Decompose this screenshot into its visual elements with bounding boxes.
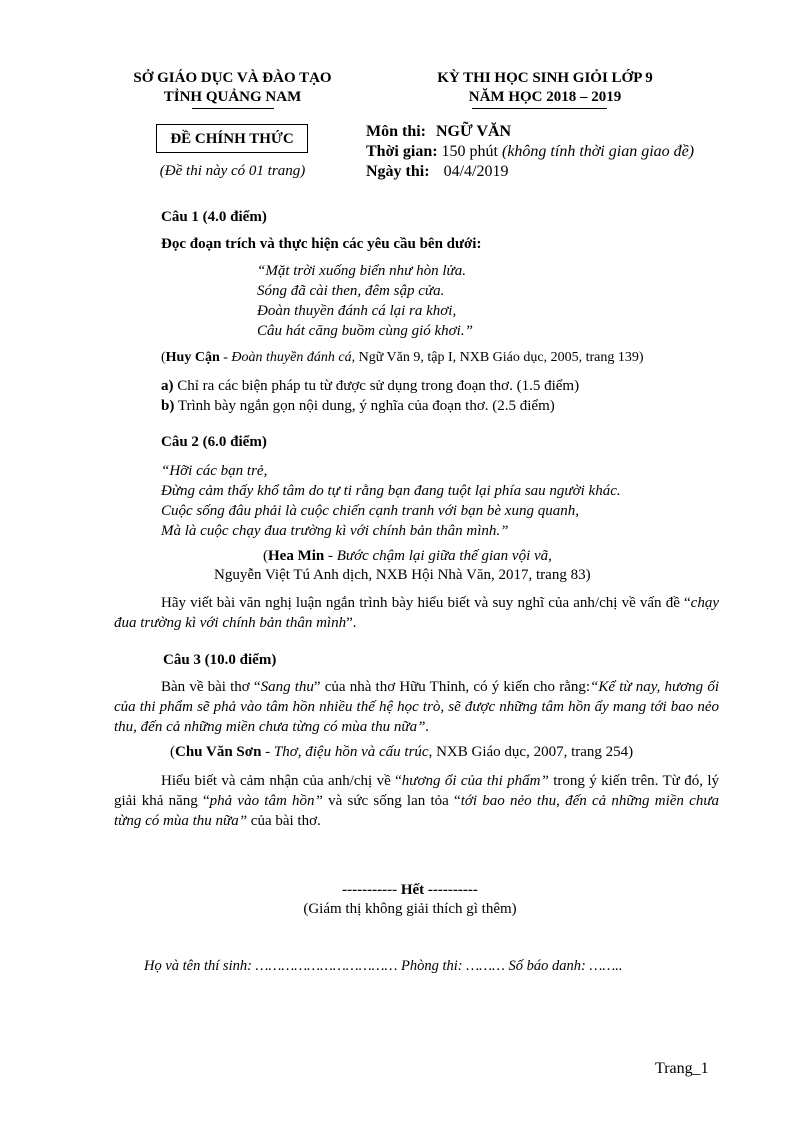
q1-part-b-label: b) (161, 398, 175, 414)
q3-intro (114, 677, 719, 737)
q1-part-b-text: Trình bày ngắn gọn nội dung, ý nghĩa của đoạn thơ. (2.5 điểm) (174, 398, 555, 414)
q1-title: Câu 1 (4.0 điểm) (161, 209, 267, 225)
q2-task-quote: chạy đua trường kì với chính bản thân mình (114, 595, 719, 631)
date-label: Ngày thi: (366, 163, 430, 180)
q3-task-part: Hiểu biết và cảm nhận của anh/chị về “ (161, 773, 402, 789)
q3-task-part: của bài thơ. (247, 813, 321, 829)
src-paren: ( (263, 548, 268, 564)
q2-task-pre: Hãy viết bài văn nghị luận ngắn trình bày hiểu biết và suy nghĩ của anh/chị về vấn đề “ (161, 595, 691, 611)
q1-source-rest: , Ngữ Văn 9, tập I, NXB Giáo dục, 2005, trang 139) (351, 350, 644, 365)
q3-task-part: và sức sống lan tỏa “ (322, 793, 461, 809)
time-note: (không tính thời gian giao đề) (502, 143, 695, 160)
q3-task-quote: hương ổi của thi phẩm” (401, 773, 549, 789)
quote-line: Cuộc sống đâu phải là cuộc chiến cạnh tranh với bạn bè xung quanh, (161, 503, 579, 519)
end-mark: ----------- Hết ---------- (342, 882, 478, 898)
q1-poem (257, 261, 473, 341)
official-label: ĐỀ CHÍNH THỨC (170, 131, 294, 147)
q3-task-quote: phả vào tâm hồn” (209, 793, 323, 809)
q2-source-work: Bước chậm lại giữa thế gian vội vã, (336, 548, 552, 564)
q1-source-author: Huy Cận (165, 350, 220, 365)
q1-instruction: Đọc đoạn trích và thực hiện các yêu cầu bên dưới: (161, 236, 482, 252)
q3-source (170, 742, 633, 762)
subject-row (366, 122, 766, 142)
q2-task (114, 593, 719, 633)
time-label: Thời gian: (366, 143, 438, 160)
right-header-underline (472, 108, 607, 109)
src-paren: ( (161, 350, 166, 365)
school-year: NĂM HỌC 2018 – 2019 (468, 89, 622, 105)
date-row (366, 162, 766, 182)
q3-title: Câu 3 (10.0 điểm) (163, 652, 277, 668)
exam-name: KỲ THI HỌC SINH GIỎI LỚP 9 (437, 70, 653, 86)
q2-title: Câu 2 (6.0 điểm) (161, 434, 267, 450)
q2-quote (161, 461, 621, 541)
q3-task (114, 771, 719, 831)
q1-source (161, 348, 644, 368)
subject-label: Môn thi: (366, 123, 426, 140)
poem-line: “Mặt trời xuống biển như hòn lửa. (257, 263, 466, 279)
q2-source-author: Hea Min (268, 548, 325, 564)
src-sep: - (261, 744, 274, 760)
q3-poem-title: Sang thu (260, 679, 314, 695)
date-value: 04/4/2019 (443, 163, 509, 180)
src-paren: ( (170, 744, 175, 760)
q2-task-post: ”. (346, 615, 357, 631)
q3-intro-pre: Bàn về bài thơ “ (161, 679, 261, 695)
proctor-note: (Giám thị không giải thích gì thêm) (303, 901, 517, 917)
poem-line: Sóng đã cài then, đêm sập cửa. (257, 283, 445, 299)
q2-source-line1 (263, 546, 552, 566)
left-header-underline (192, 108, 274, 109)
candidate-info-line: Họ và tên thí sinh: …………………………… Phòng thi: ……… Số báo danh: …….. (144, 958, 623, 974)
province-name: TỈNH QUẢNG NAM (163, 89, 302, 105)
q1-part-a (161, 376, 579, 396)
q3-task-part: trong ý kiến trên. Từ đó, lý giải khả năng “ (114, 773, 719, 809)
q1-part-b (161, 396, 555, 416)
page-count-note: (Đề thi này có 01 trang) (159, 163, 306, 179)
quote-line: “Hỡi các bạn trẻ, (161, 463, 268, 479)
page-number: Trang_1 (655, 1060, 709, 1077)
q2-source-line2: Nguyễn Việt Tú Anh dịch, NXB Hội Nhà Văn, 2017, trang 83) (214, 567, 591, 583)
quote-line: Mà là cuộc chạy đua trường kì với chính bản thân mình.” (161, 523, 509, 539)
q3-intro-quote: “Kể từ nay, hương ổi của thi phẩm sẽ phả vào tâm hồn nhiều thế hệ học trò, sẽ được những tâm hồn ấy mang tới bao nẻo thu, đến cả những miền chưa từng có mùa thu nữa”. (114, 679, 719, 735)
q3-intro-mid: ” của nhà thơ Hữu Thỉnh, có ý kiến cho rằng: (313, 679, 591, 695)
q1-part-a-text: Chỉ ra các biện pháp tu từ được sử dụng trong đoạn thơ. (1.5 điểm) (173, 378, 580, 394)
q3-source-work: Thơ, điệu hồn và cấu trúc (273, 744, 429, 760)
poem-line: Câu hát căng buồm cùng gió khơi.” (257, 323, 473, 339)
src-sep: - (219, 350, 232, 365)
q3-source-author: Chu Văn Sơn (175, 744, 262, 760)
src-sep: - (324, 548, 337, 564)
q1-source-work: Đoàn thuyền đánh cá (231, 350, 352, 365)
time-value: 150 phút (441, 143, 498, 160)
department-name: SỞ GIÁO DỤC VÀ ĐÀO TẠO (133, 70, 332, 86)
q3-task-quote: tới bao nẻo thu, đến cả những miền chưa từng có mùa thu nữa” (114, 793, 719, 829)
q1-part-a-label: a) (161, 378, 174, 394)
subject-value: NGỮ VĂN (436, 123, 512, 140)
poem-line: Đoàn thuyền đánh cá lại ra khơi, (257, 303, 457, 319)
time-row (366, 142, 786, 162)
q3-source-rest: , NXB Giáo dục, 2007, trang 254) (428, 744, 634, 760)
quote-line: Đừng cảm thấy khổ tâm do tự ti rằng bạn đang tuột lại phía sau người khác. (161, 483, 621, 499)
